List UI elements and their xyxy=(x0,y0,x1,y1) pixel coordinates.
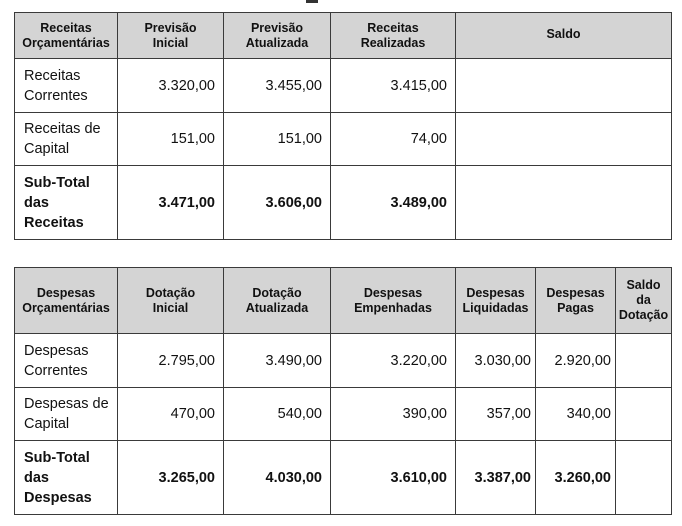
row-label: Receitas Correntes xyxy=(15,59,118,113)
despesas-header-row xyxy=(15,268,672,334)
header-receitas-orcamentarias: Receitas Orçamentárias xyxy=(15,13,118,59)
cell-previsao-atualizada: 151,00 xyxy=(224,113,331,166)
cell-despesas-pagas: 2.920,00 xyxy=(536,334,616,388)
table-row xyxy=(15,388,672,441)
cell-saldo xyxy=(456,59,672,113)
cell-saldo xyxy=(456,113,672,166)
cell-despesas-pagas: 3.260,00 xyxy=(536,441,616,515)
cell-dotacao-atualizada: 4.030,00 xyxy=(224,441,331,515)
cell-despesas-liquidadas: 3.030,00 xyxy=(456,334,536,388)
header-despesas-empenhadas: Despesas Empenhadas xyxy=(331,268,456,334)
header-previsao-atualizada: Previsão Atualizada xyxy=(224,13,331,59)
cell-saldo-da-dotacao xyxy=(616,334,672,388)
despesas-table xyxy=(14,267,672,515)
cell-saldo xyxy=(456,166,672,240)
cell-saldo-da-dotacao xyxy=(616,441,672,515)
header-dotacao-inicial: Dotação Inicial xyxy=(118,268,224,334)
cell-previsao-inicial: 3.320,00 xyxy=(118,59,224,113)
header-despesas-pagas: Despesas Pagas xyxy=(536,268,616,334)
header-despesas-liquidadas: Despesas Liquidadas xyxy=(456,268,536,334)
table-row xyxy=(15,59,672,113)
table-row xyxy=(15,113,672,166)
row-label: Receitas de Capital xyxy=(15,113,118,166)
row-label: Despesas de Capital xyxy=(15,388,118,441)
cell-previsao-atualizada: 3.455,00 xyxy=(224,59,331,113)
row-label: Despesas Correntes xyxy=(15,334,118,388)
cell-dotacao-inicial: 2.795,00 xyxy=(118,334,224,388)
cell-despesas-liquidadas: 357,00 xyxy=(456,388,536,441)
header-receitas-realizadas: Receitas Realizadas xyxy=(331,13,456,59)
cell-receitas-realizadas: 74,00 xyxy=(331,113,456,166)
header-saldo: Saldo xyxy=(456,13,672,59)
header-dotacao-atualizada: Dotação Atualizada xyxy=(224,268,331,334)
cell-dotacao-atualizada: 540,00 xyxy=(224,388,331,441)
top-edge-mark xyxy=(306,0,318,3)
cell-previsao-atualizada: 3.606,00 xyxy=(224,166,331,240)
cell-saldo-da-dotacao xyxy=(616,388,672,441)
cell-receitas-realizadas: 3.415,00 xyxy=(331,59,456,113)
cell-dotacao-atualizada: 3.490,00 xyxy=(224,334,331,388)
cell-despesas-liquidadas: 3.387,00 xyxy=(456,441,536,515)
subtotal-label: Sub-Total das Receitas xyxy=(15,166,118,240)
header-saldo-da-dotacao: Saldo da Dotação xyxy=(616,268,672,334)
subtotal-row xyxy=(15,166,672,240)
cell-despesas-empenhadas: 390,00 xyxy=(331,388,456,441)
cell-despesas-empenhadas: 3.220,00 xyxy=(331,334,456,388)
cell-previsao-inicial: 151,00 xyxy=(118,113,224,166)
cell-despesas-pagas: 340,00 xyxy=(536,388,616,441)
header-previsao-inicial: Previsão Inicial xyxy=(118,13,224,59)
receitas-header-row xyxy=(15,13,672,59)
subtotal-row xyxy=(15,441,672,515)
cell-despesas-empenhadas: 3.610,00 xyxy=(331,441,456,515)
receitas-table xyxy=(14,12,672,240)
table-row xyxy=(15,334,672,388)
subtotal-label: Sub-Total das Despesas xyxy=(15,441,118,515)
cell-previsao-inicial: 3.471,00 xyxy=(118,166,224,240)
cell-dotacao-inicial: 3.265,00 xyxy=(118,441,224,515)
header-despesas-orcamentarias: Despesas Orçamentárias xyxy=(15,268,118,334)
cell-dotacao-inicial: 470,00 xyxy=(118,388,224,441)
cell-receitas-realizadas: 3.489,00 xyxy=(331,166,456,240)
